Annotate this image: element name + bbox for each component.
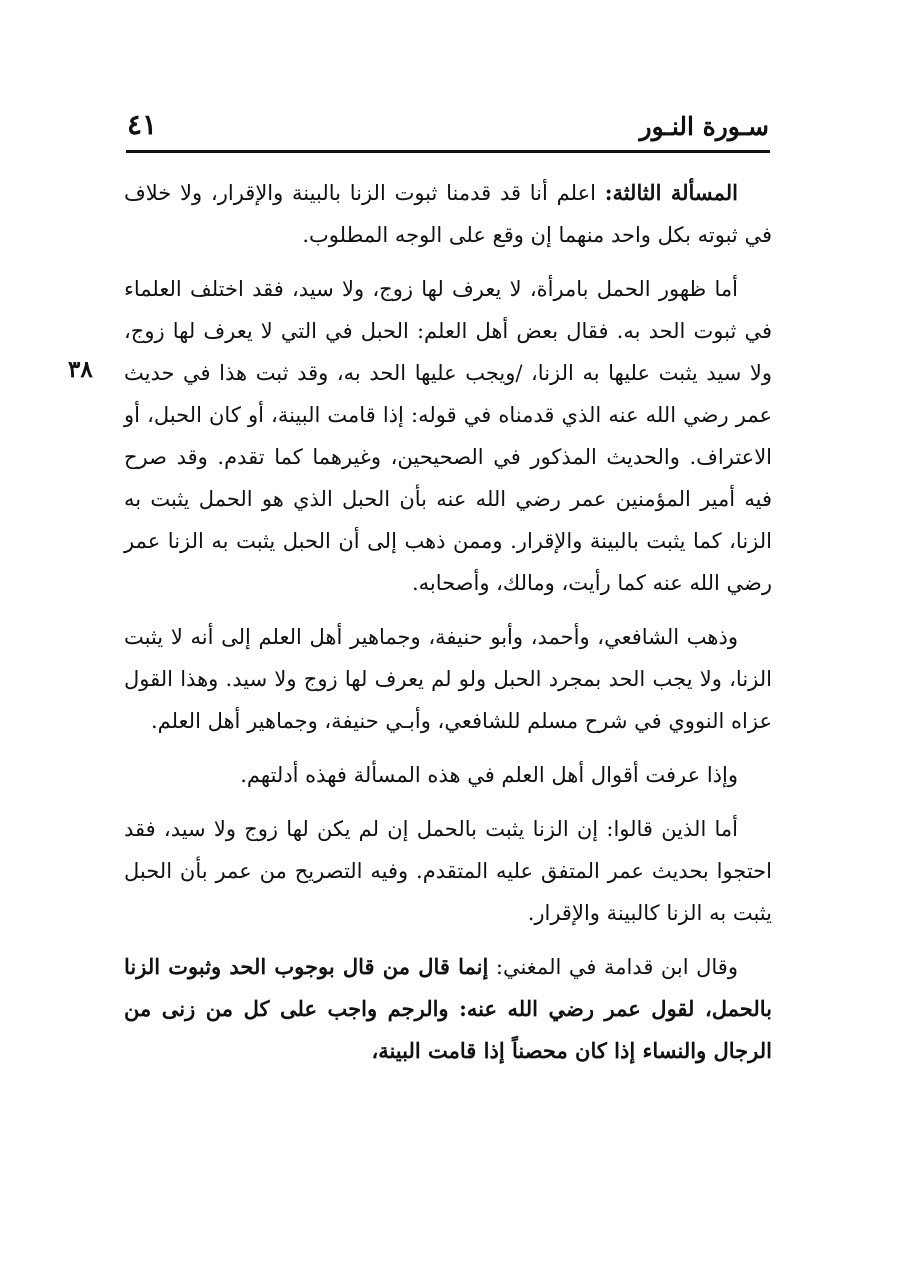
page-number: ٤١ [127, 108, 158, 141]
paragraph-text: اعلم أنا قد قدمنا ثبوت الزنا بالبينة والإقرار، ولا خلاف في ثبوته بكل واحد منهما إن وقع على الوجه المطلوب. [124, 181, 772, 247]
section-heading: المسألة الثالثة: [604, 180, 738, 205]
running-title: سـورة النـور [639, 112, 769, 141]
paragraph-first-evidence [124, 808, 772, 934]
paragraph-lead: وقال ابن قدامة في المغني: [488, 955, 738, 979]
paragraph-text: وذهب الشافعي، وأحمد، وأبو حنيفة، وجماهير أهل العلم إلى أنه لا يثبت الزنا، ولا يجب الحد بمجرد الحبل ولو لم يعرف لها زوج ولا سيد. وهذا القول عزاه النووي في شرح مسلم للشافعي، وأبـي حنيفة، وجماهير أهل العلم. [124, 625, 772, 733]
quoted-text: إنما قال من قال بوجوب الحد وثبوت الزنا بالحمل، لقول عمر رضي الله عنه: والرجم واجب على كل من زنى من الرجال والنساء إذا كان محصناً إذا قامت البينة، [124, 954, 772, 1063]
paragraph-issue-three [124, 172, 772, 256]
paragraph-majority-view [124, 616, 772, 742]
paragraph-text: وإذا عرفت أقوال أهل العلم في هذه المسألة فهذه أدلتهم. [240, 763, 738, 787]
paragraph-transition [124, 754, 772, 796]
header-rule [126, 150, 770, 153]
margin-page-reference: ٣٨ [68, 356, 93, 383]
paragraph-text: أما الذين قالوا: إن الزنا يثبت بالحمل إن لم يكن لها زوج ولا سيد، فقد احتجوا بحديث عمر المتفق عليه المتقدم. وفيه التصريح من عمر بأن الحبل يثبت به الزنا كالبينة والإقرار. [124, 817, 772, 925]
paragraph-text: أما ظهور الحمل بامرأة، لا يعرف لها زوج، ولا سيد، فقد اختلف العلماء في ثبوت الحد به. فقال بعض أهل العلم: الحبل في التي لا يعرف لها زوج، ولا سيد يثبت عليها به الزنا، /ويجب عليها الحد به، وقد ثبت هذا في حديث عمر رضي الله عنه الذي قدمناه في قوله: إذا قامت البينة، أو كان الحبل، أو الاعتراف. والحديث المذكور في الصحيحين، وغيرهما كما تقدم. وقد صرح فيه أمير المؤمنين عمر رضي الله عنه بأن الحبل الذي هو الحمل يثبت به الزنا، كما يثبت بالبينة والإقرار. وممن ذهب إلى أن الحبل يثبت به الزنا عمر رضي الله عنه كما رأيت، ومالك، وأصحابه. [124, 277, 772, 595]
paragraph-ibn-qudama [124, 946, 772, 1072]
page-header [127, 108, 769, 148]
body-text [124, 172, 772, 1072]
paragraph-pregnancy [124, 268, 772, 604]
